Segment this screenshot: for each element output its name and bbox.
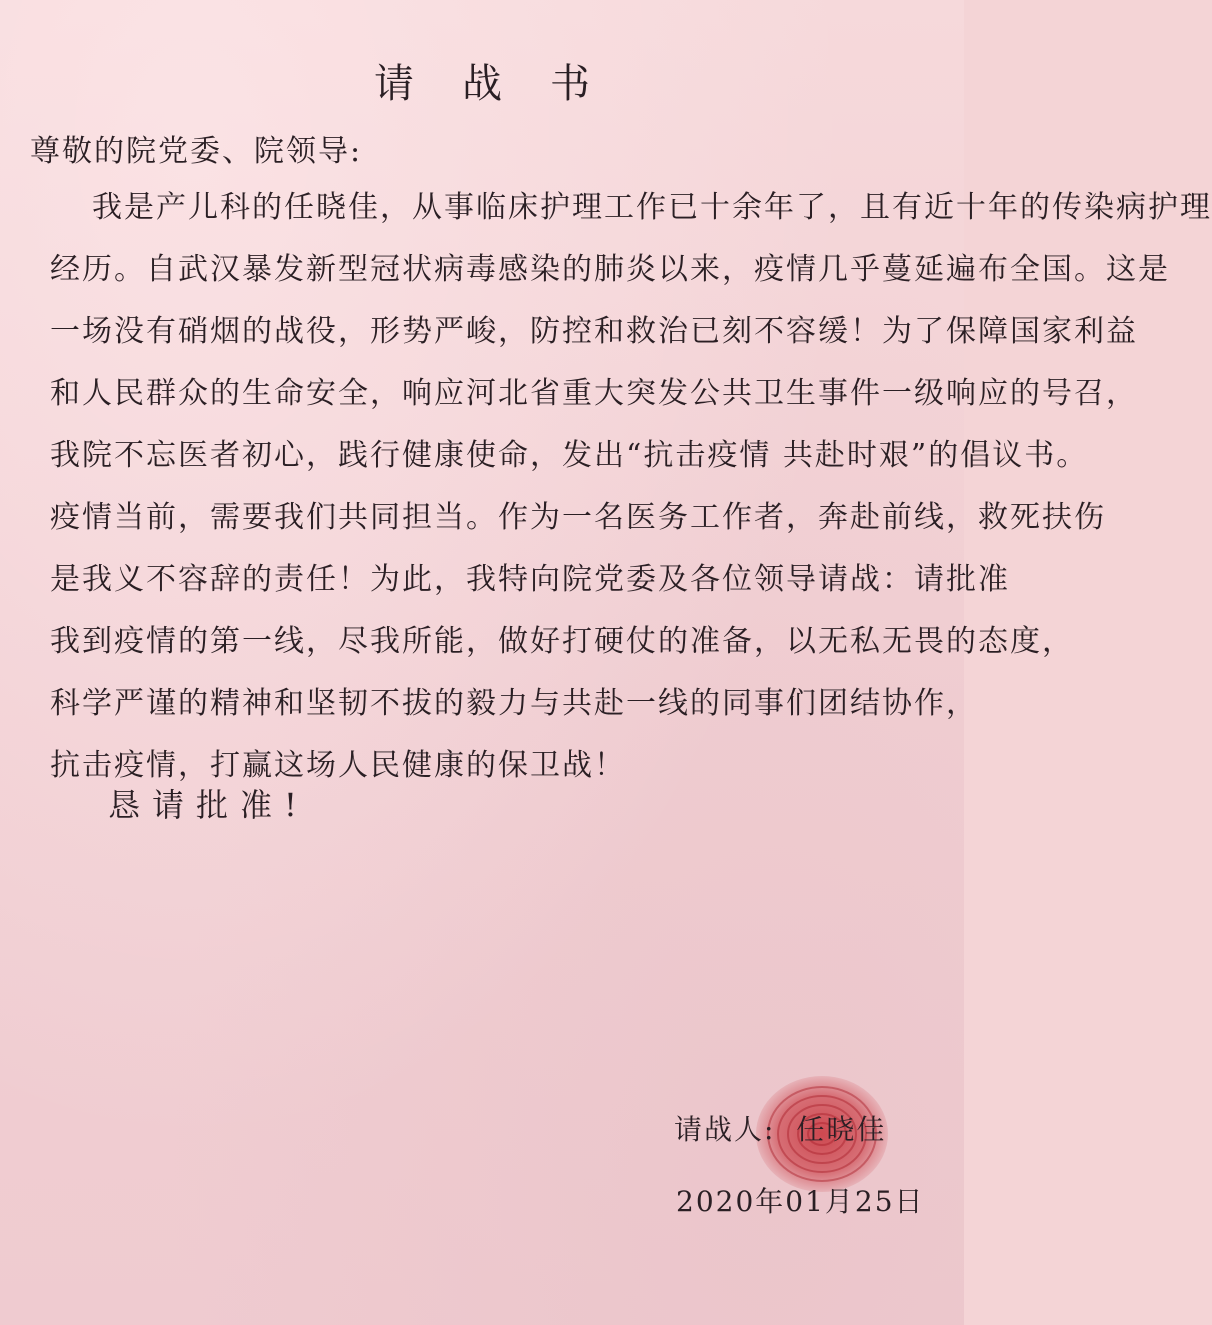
closing-text: 恳请批准!	[108, 786, 309, 824]
body-line-1: 我是产儿科的任晓佳，从事临床护理工作已十余年了，且有近十年的传染病护理	[92, 190, 1212, 225]
letter-date: 2020年01月25日	[676, 1185, 925, 1218]
salutation: 尊敬的院党委、院领导:	[30, 134, 363, 169]
body-line-6: 疫情当前，需要我们共同担当。作为一名医务工作者，奔赴前线，救死扶伤	[50, 500, 1106, 535]
body-line-4: 和人民群众的生命安全，响应河北省重大突发公共卫生事件一级响应的号召，	[50, 376, 1138, 411]
body-line-5: 我院不忘医者初心，践行健康使命，发出“抗击疫情 共赴时艰”的倡议书。	[50, 438, 1089, 473]
body-line-7: 是我义不容辞的责任！为此，我特向院党委及各位领导请战：请批准	[50, 562, 1010, 597]
body-line-9: 科学严谨的精神和坚韧不拔的毅力与共赴一线的同事们团结协作，	[50, 686, 978, 721]
signer-label: 请战人:	[674, 1113, 776, 1146]
signer-name: 任晓佳	[796, 1113, 887, 1146]
body-line-2: 经历。自武汉暴发新型冠状病毒感染的肺炎以来，疫情几乎蔓延遍布全国。这是	[50, 252, 1170, 287]
body-line-10: 抗击疫情，打赢这场人民健康的保卫战！	[50, 748, 626, 783]
body-line-8: 我到疫情的第一线，尽我所能，做好打硬仗的准备，以无私无畏的态度，	[50, 624, 1074, 659]
letter-title: 请战书	[374, 61, 638, 107]
body-line-3: 一场没有硝烟的战役，形势严峻，防控和救治已刻不容缓！为了保障国家利益	[50, 314, 1138, 349]
signer-block	[674, 1108, 886, 1148]
